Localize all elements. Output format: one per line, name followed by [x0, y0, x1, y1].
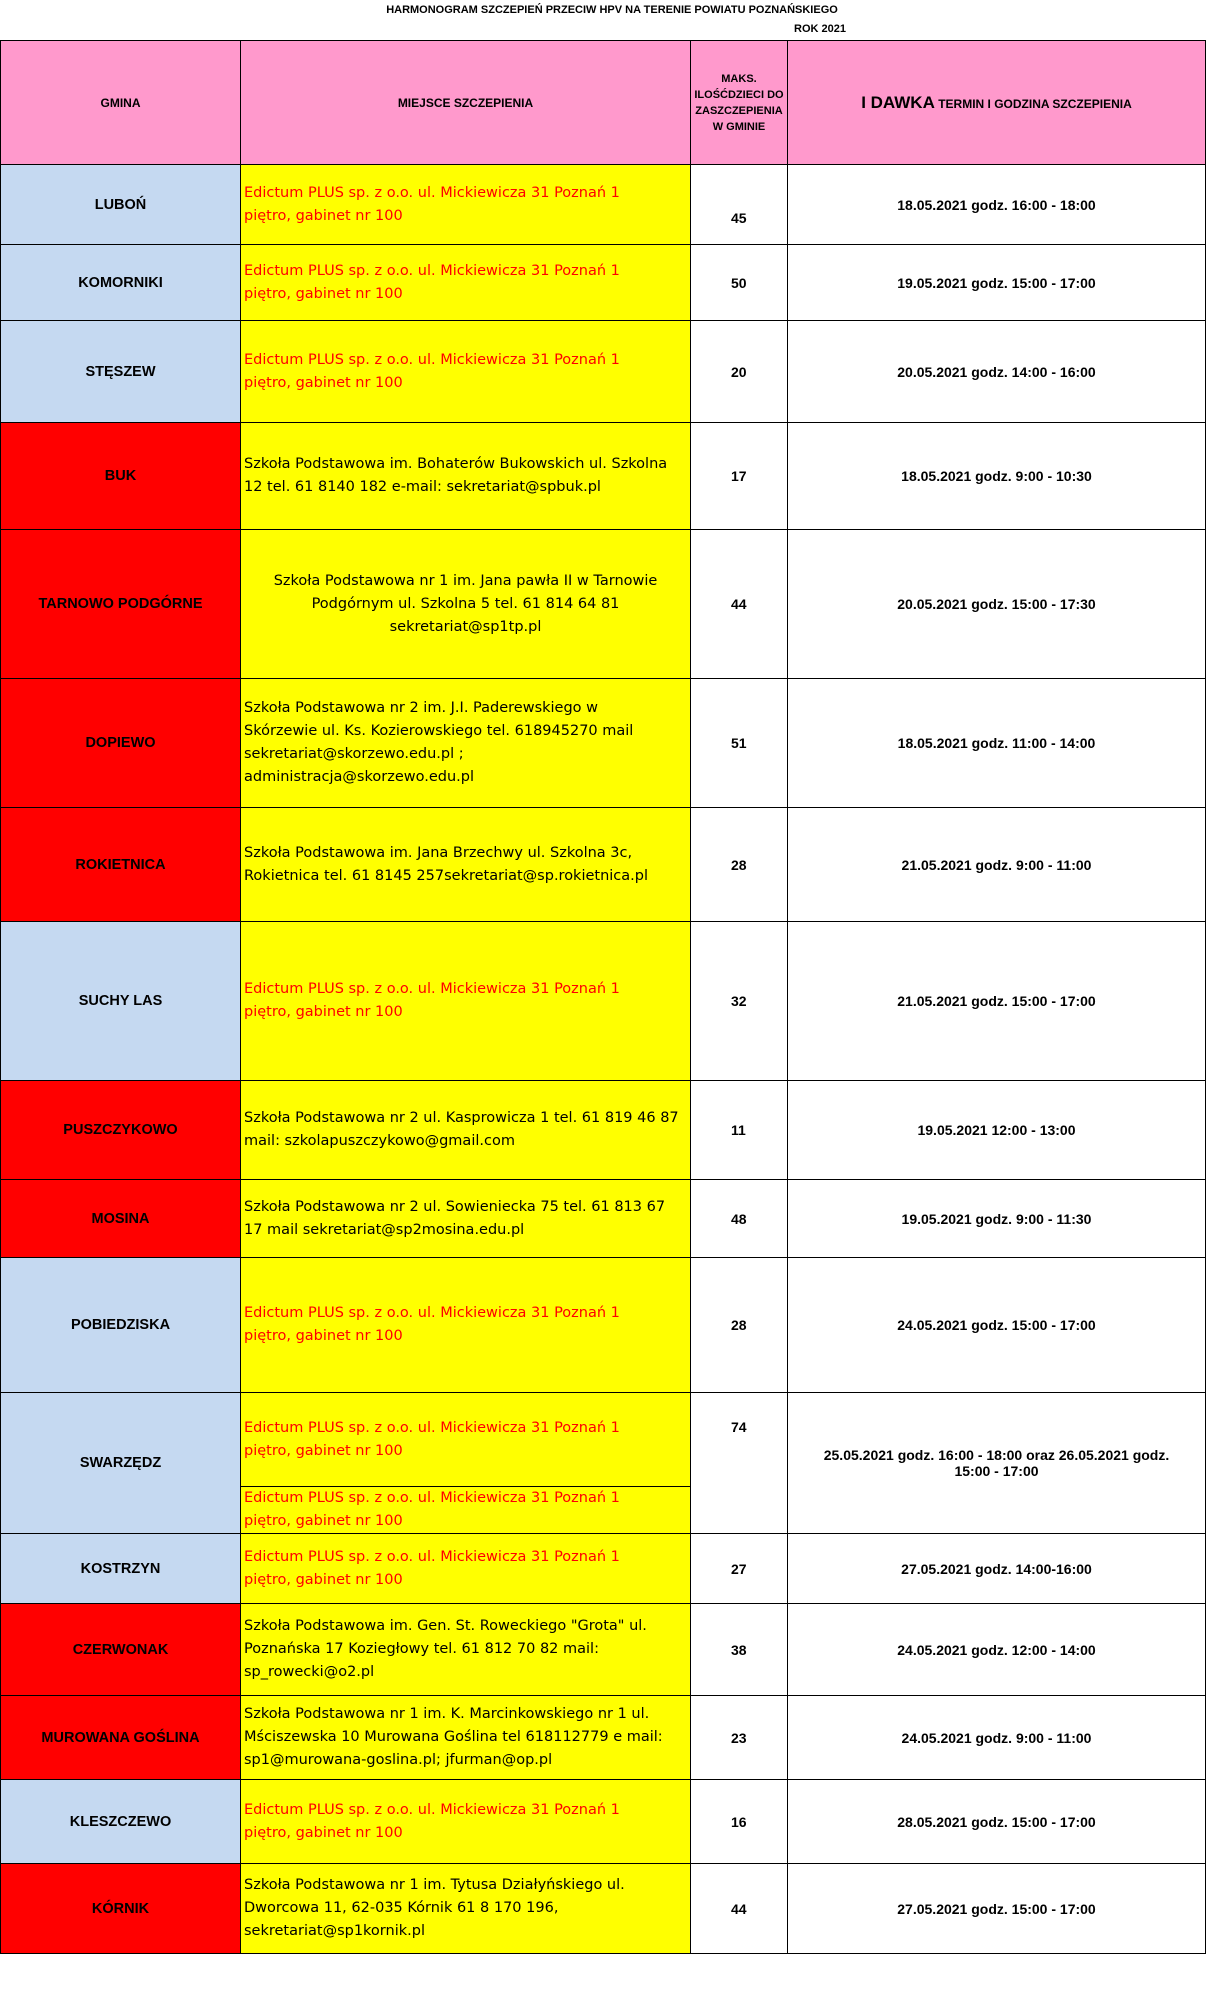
document-year: ROK 2021: [794, 23, 846, 35]
place-line: sekretariat@skorzewo.edu.pl ;: [244, 746, 464, 762]
place-cell: [241, 423, 691, 530]
gmina-cell: SWARZĘDZ: [1, 1393, 241, 1534]
place-line: Edictum PLUS sp. z o.o. ul. Mickiewicza 31 Poznań 1: [244, 351, 620, 368]
place-line: piętro, gabinet nr 100: [244, 285, 403, 302]
count-cell: 11: [691, 1081, 788, 1180]
term-cell: 19.05.2021 12:00 - 13:00: [788, 1081, 1206, 1180]
place-line: piętro, gabinet nr 100: [244, 1571, 403, 1588]
table-row: [1, 1604, 1206, 1696]
place-cell: [241, 1258, 691, 1393]
place-cell-second: [241, 1487, 691, 1534]
table-row: [1, 1258, 1206, 1393]
gmina-cell: SUCHY LAS: [1, 922, 241, 1081]
term-cell: 27.05.2021 godz. 15:00 - 17:00: [788, 1864, 1206, 1954]
term-cell: 28.05.2021 godz. 15:00 - 17:00: [788, 1780, 1206, 1864]
place-line: Poznańska 17 Koziegłowy tel. 61 812 70 82 mail:: [244, 1641, 599, 1657]
gmina-cell: PUSZCZYKOWO: [1, 1081, 241, 1180]
place-cell: [241, 1696, 691, 1780]
place-line: Dworcowa 11, 62-035 Kórnik 61 8 170 196,: [244, 1900, 559, 1916]
gmina-cell: TARNOWO PODGÓRNE: [1, 530, 241, 679]
place-line: Edictum PLUS sp. z o.o. ul. Mickiewicza 31 Poznań 1: [244, 1419, 620, 1436]
count-cell: 17: [691, 423, 788, 530]
header-dawka-big: I DAWKA: [861, 92, 935, 112]
gmina-cell: STĘSZEW: [1, 321, 241, 423]
count-cell: 28: [691, 1258, 788, 1393]
term-cell: 18.05.2021 godz. 9:00 - 10:30: [788, 423, 1206, 530]
place-cell: [241, 1180, 691, 1258]
place-cell: [241, 1604, 691, 1696]
place-line: Edictum PLUS sp. z o.o. ul. Mickiewicza 31 Poznań 1: [244, 184, 620, 201]
term-line: 25.05.2021 godz. 16:00 - 18:00 oraz 26.05.2021 godz.: [823, 1447, 1170, 1463]
place-line: piętro, gabinet nr 100: [244, 1513, 403, 1529]
term-cell: 20.05.2021 godz. 15:00 - 17:30: [788, 530, 1206, 679]
place-line: Szkoła Podstawowa im. Jana Brzechwy ul. Szkolna 3c,: [244, 844, 633, 861]
count-cell: 74: [691, 1393, 788, 1534]
gmina-cell: DOPIEWO: [1, 679, 241, 808]
place-line: Szkoła Podstawowa nr 1 im. K. Marcinkowskiego nr 1 ul.: [244, 1706, 650, 1722]
place-cell: [241, 165, 691, 245]
table-row: [1, 679, 1206, 808]
count-cell: 28: [691, 808, 788, 922]
table-row: [1, 321, 1206, 423]
term-cell: 19.05.2021 godz. 15:00 - 17:00: [788, 245, 1206, 321]
count-cell: 38: [691, 1604, 788, 1696]
term-cell: 24.05.2021 godz. 9:00 - 11:00: [788, 1696, 1206, 1780]
count-cell: 44: [691, 530, 788, 679]
term-cell: 18.05.2021 godz. 16:00 - 18:00: [788, 165, 1206, 245]
place-cell: [241, 321, 691, 423]
header-maks-line: MAKS.: [721, 72, 757, 85]
header-gmina: GMINA: [1, 41, 241, 165]
place-line: Szkoła Podstawowa im. Bohaterów Bukowskich ul. Szkolna: [244, 456, 668, 472]
term-cell: 19.05.2021 godz. 9:00 - 11:30: [788, 1180, 1206, 1258]
place-line: sekretariat@sp1tp.pl: [389, 618, 542, 635]
table-row: [1, 1393, 1206, 1487]
gmina-cell: ROKIETNICA: [1, 808, 241, 922]
table-row: [1, 1864, 1206, 1954]
term-cell: 18.05.2021 godz. 11:00 - 14:00: [788, 679, 1206, 808]
count-cell: 51: [691, 679, 788, 808]
table-row: [1, 1081, 1206, 1180]
term-cell: 27.05.2021 godz. 14:00-16:00: [788, 1534, 1206, 1604]
gmina-cell: KLESZCZEWO: [1, 1780, 241, 1864]
term-cell: [788, 1393, 1206, 1534]
place-line: piętro, gabinet nr 100: [244, 1004, 403, 1020]
gmina-cell: POBIEDZISKA: [1, 1258, 241, 1393]
schedule-table: [0, 40, 1206, 1954]
place-cell: [241, 530, 691, 679]
count-cell: 20: [691, 321, 788, 423]
table-row: [1, 245, 1206, 321]
gmina-cell: BUK: [1, 423, 241, 530]
place-line: Mściszewska 10 Murowana Goślina tel 618112779 e mail:: [244, 1729, 663, 1745]
place-cell: [241, 1393, 691, 1487]
count-cell: 27: [691, 1534, 788, 1604]
gmina-cell: MUROWANA GOŚLINA: [1, 1696, 241, 1780]
place-line: Podgórnym ul. Szkolna 5 tel. 61 814 64 81: [311, 595, 620, 612]
place-cell: [241, 1864, 691, 1954]
place-line: piętro, gabinet nr 100: [244, 1442, 403, 1459]
place-line: piętro, gabinet nr 100: [244, 207, 403, 224]
place-line: Edictum PLUS sp. z o.o. ul. Mickiewicza 31 Poznań 1: [244, 1548, 620, 1565]
table-row: [1, 922, 1206, 1081]
place-line: Edictum PLUS sp. z o.o. ul. Mickiewicza 31 Poznań 1: [244, 981, 620, 997]
count-cell: 32: [691, 922, 788, 1081]
place-line: Skórzewie ul. Ks. Kozierowskiego tel. 618945270 mail: [244, 723, 634, 739]
table-row: [1, 1180, 1206, 1258]
term-cell: 21.05.2021 godz. 9:00 - 11:00: [788, 808, 1206, 922]
table-row: [1, 1534, 1206, 1604]
place-line: Szkoła Podstawowa nr 2 ul. Sowieniecka 75 tel. 61 813 67: [244, 1198, 666, 1215]
gmina-cell: KÓRNIK: [1, 1864, 241, 1954]
header-maks-line: ILOŚĆDZIECI DO: [694, 88, 784, 101]
table-row: [1, 808, 1206, 922]
place-line: sekretariat@sp1kornik.pl: [244, 1923, 425, 1939]
header-maks-line: ZASZCZEPIENIA: [695, 104, 783, 117]
term-cell: 24.05.2021 godz. 15:00 - 17:00: [788, 1258, 1206, 1393]
count-cell: 16: [691, 1780, 788, 1864]
table-row: [1, 1780, 1206, 1864]
place-cell: [241, 1780, 691, 1864]
place-cell: [241, 679, 691, 808]
place-cell: [241, 1534, 691, 1604]
header-dawka: [788, 41, 1206, 165]
term-line: 15:00 - 17:00: [954, 1463, 1039, 1479]
place-line: Rokietnica tel. 61 8145 257sekretariat@sp.rokietnica.pl: [244, 867, 649, 884]
place-line: administracja@skorzewo.edu.pl: [244, 769, 474, 785]
place-line: 17 mail sekretariat@sp2mosina.edu.pl: [244, 1221, 525, 1238]
count-cell: 23: [691, 1696, 788, 1780]
header-miejsce: MIEJSCE SZCZEPIENIA: [241, 41, 691, 165]
place-cell: [241, 922, 691, 1081]
table-row: [1, 423, 1206, 530]
place-line: Edictum PLUS sp. z o.o. ul. Mickiewicza 31 Poznań 1: [244, 1305, 620, 1321]
term-cell: 24.05.2021 godz. 12:00 - 14:00: [788, 1604, 1206, 1696]
place-line: sp1@murowana-goslina.pl; jfurman@op.pl: [244, 1752, 553, 1768]
place-line: sp_rowecki@o2.pl: [244, 1664, 375, 1680]
gmina-cell: LUBOŃ: [1, 165, 241, 245]
table-row: [1, 530, 1206, 679]
table-row: [1, 1696, 1206, 1780]
place-cell: [241, 245, 691, 321]
term-cell: 21.05.2021 godz. 15:00 - 17:00: [788, 922, 1206, 1081]
place-line: Edictum PLUS sp. z o.o. ul. Mickiewicza 31 Poznań 1: [244, 262, 620, 279]
place-line: Edictum PLUS sp. z o.o. ul. Mickiewicza 31 Poznań 1: [244, 1490, 620, 1506]
gmina-cell: MOSINA: [1, 1180, 241, 1258]
place-line: Szkoła Podstawowa nr 1 im. Jana pawła II w Tarnowie: [273, 572, 658, 589]
place-line: piętro, gabinet nr 100: [244, 1824, 403, 1841]
place-cell: [241, 808, 691, 922]
header-dawka-small: TERMIN I GODZINA SZCZEPIENIA: [934, 96, 1132, 111]
place-line: Edictum PLUS sp. z o.o. ul. Mickiewicza 31 Poznań 1: [244, 1801, 620, 1818]
gmina-cell: CZERWONAK: [1, 1604, 241, 1696]
gmina-cell: KOSTRZYN: [1, 1534, 241, 1604]
place-line: Szkoła Podstawowa nr 2 im. J.I. Paderewskiego w: [244, 700, 599, 716]
place-line: piętro, gabinet nr 100: [244, 374, 403, 391]
place-line: Szkoła Podstawowa nr 1 im. Tytusa Działyńskiego ul.: [244, 1877, 625, 1893]
count-cell: 48: [691, 1180, 788, 1258]
place-line: 12 tel. 61 8140 182 e-mail: sekretariat@spbuk.pl: [244, 479, 601, 495]
place-line: Szkoła Podstawowa nr 2 ul. Kasprowicza 1 tel. 61 819 46 87: [244, 1110, 679, 1126]
place-line: Szkoła Podstawowa im. Gen. St. Roweckiego "Grota" ul.: [244, 1618, 647, 1634]
count-cell: 45: [691, 165, 788, 245]
place-cell: [241, 1081, 691, 1180]
document-title: HARMONOGRAM SZCZEPIEŃ PRZECIW HPV NA TERENIE POWIATU POZNAŃSKIEGO: [386, 4, 838, 16]
count-cell: 44: [691, 1864, 788, 1954]
term-cell: 20.05.2021 godz. 14:00 - 16:00: [788, 321, 1206, 423]
header-row: [1, 41, 1206, 165]
table-row: [1, 165, 1206, 245]
count-cell: 50: [691, 245, 788, 321]
place-line: mail: szkolapuszczykowo@gmail.com: [244, 1133, 515, 1149]
header-maks: [691, 41, 788, 165]
header-maks-line: W GMINIE: [712, 120, 766, 133]
place-line: piętro, gabinet nr 100: [244, 1328, 403, 1344]
gmina-cell: KOMORNIKI: [1, 245, 241, 321]
